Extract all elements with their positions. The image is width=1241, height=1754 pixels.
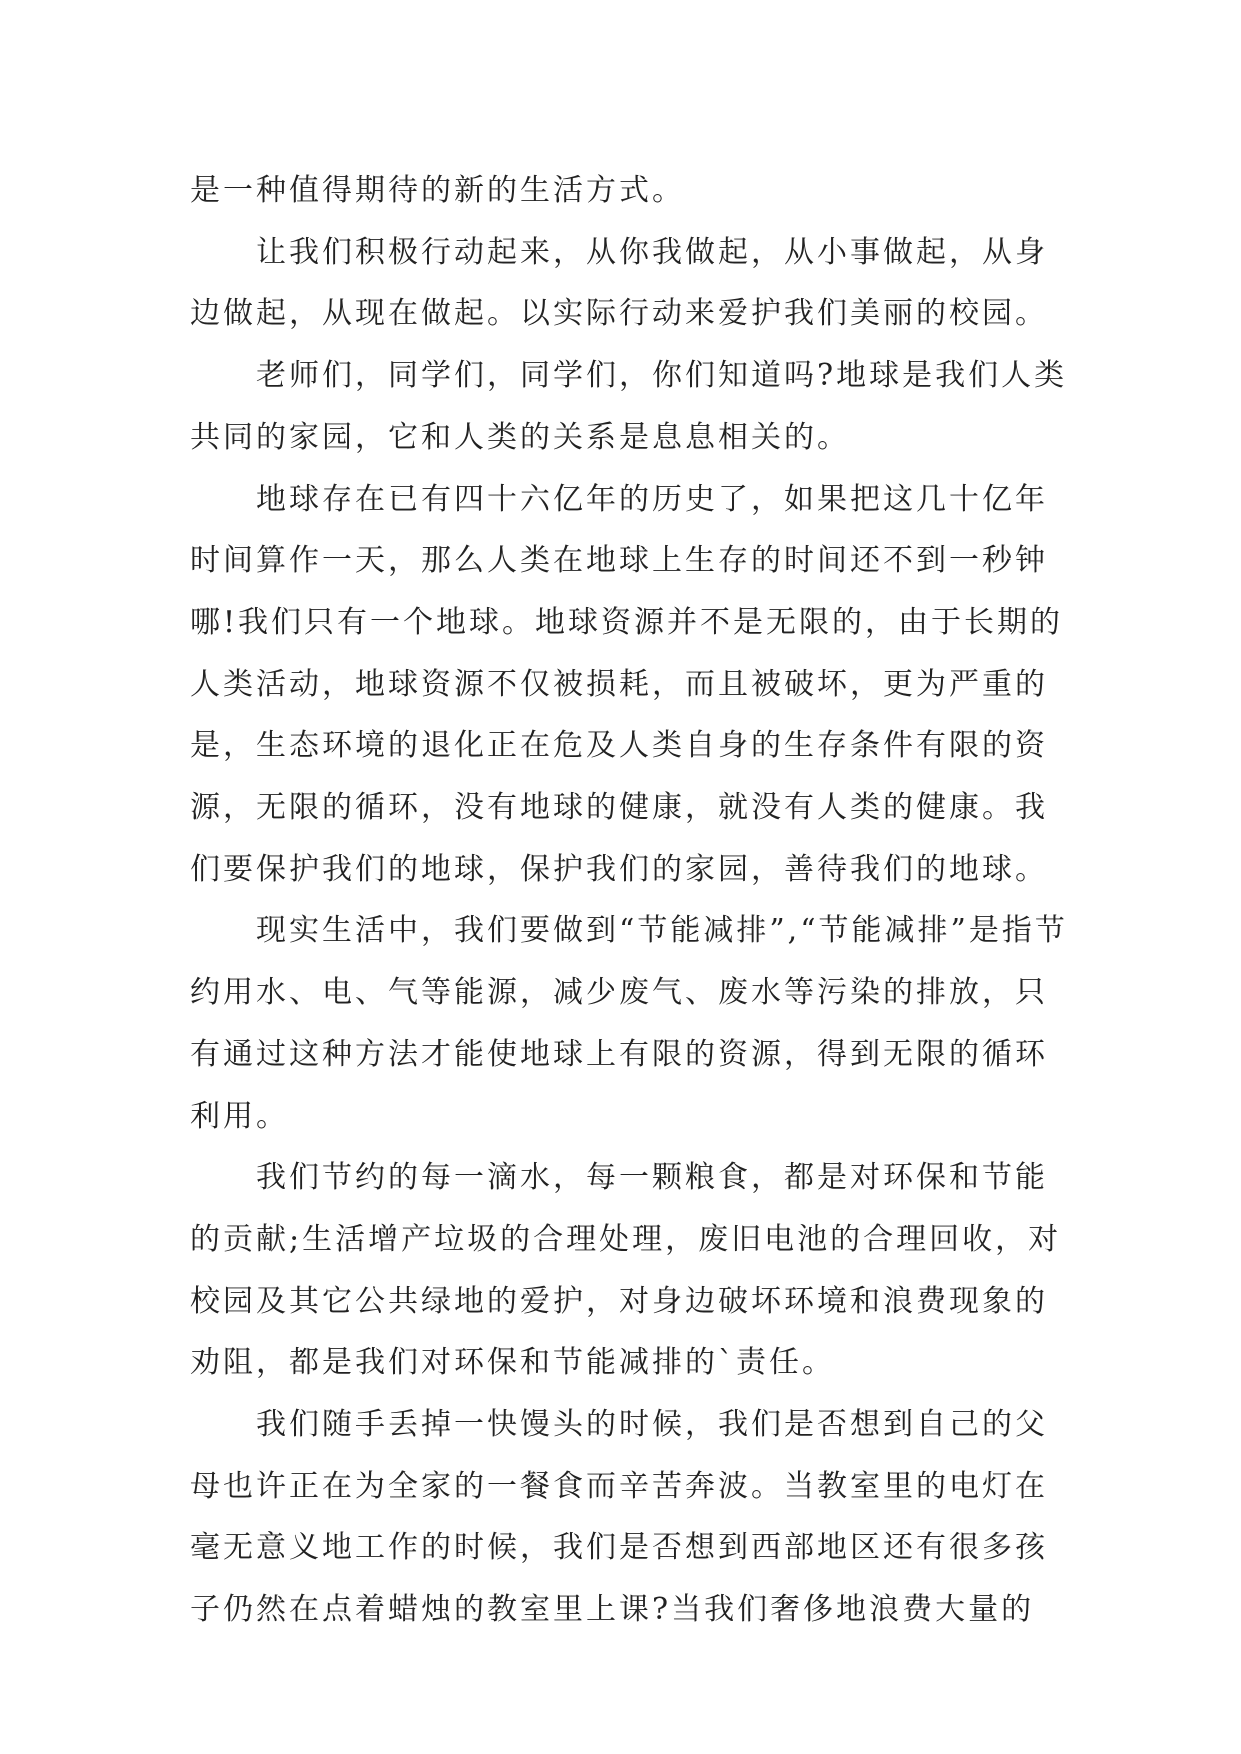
paragraph-3: 老师们，同学们，同学们，你们知道吗?地球是我们人类共同的家园，它和人类的关系是息息相关的。 (190, 358, 1068, 455)
paragraph-6: 我们节约的每一滴水，每一颗粮食，都是对环保和节能的贡献;生活增产垃圾的合理处理，废旧电池的合理回收，对校园及其它公共绿地的爱护，对身边破坏环境和浪费现象的劝阻，都是我们对环保和节能减排的`责任。 (190, 1160, 1062, 1381)
document-body (190, 160, 1070, 1641)
paragraph-5: 现实生活中，我们要做到“节能减排”,“节能减排”是指节约用水、电、气等能源，减少废气、废水等污染的排放，只有通过这种方法才能使地球上有限的资源，得到无限的循环利用。 (190, 913, 1068, 1134)
paragraph-2: 让我们积极行动起来，从你我做起，从小事做起，从身边做起，从现在做起。以实际行动来爱护我们美丽的校园。 (190, 234, 1048, 332)
paragraph-1: 是一种值得期待的新的生活方式。 (190, 173, 685, 208)
paragraph-4: 地球存在已有四十六亿年的历史了，如果把这几十亿年时间算作一天，那么人类在地球上生存的时间还不到一秒钟哪!我们只有一个地球。地球资源并不是无限的，由于长期的人类活动，地球资源不仅被损耗，而且被破坏，更为严重的是，生态环境的退化正在危及人类自身的生存条件有限的资源，无限的循环，没有地球的健康，就没有人类的健康。我们要保护我们的地球，保护我们的家园，善待我们的地球。 (190, 481, 1064, 887)
paragraph-7: 我们随手丢掉一快馒头的时候，我们是否想到自己的父母也许正在为全家的一餐食而辛苦奔波。当教室里的电灯在毫无意义地工作的时候，我们是否想到西部地区还有很多孩子仍然在点着蜡烛的教室里上课?当我们奢侈地浪费大量的 (190, 1407, 1048, 1628)
